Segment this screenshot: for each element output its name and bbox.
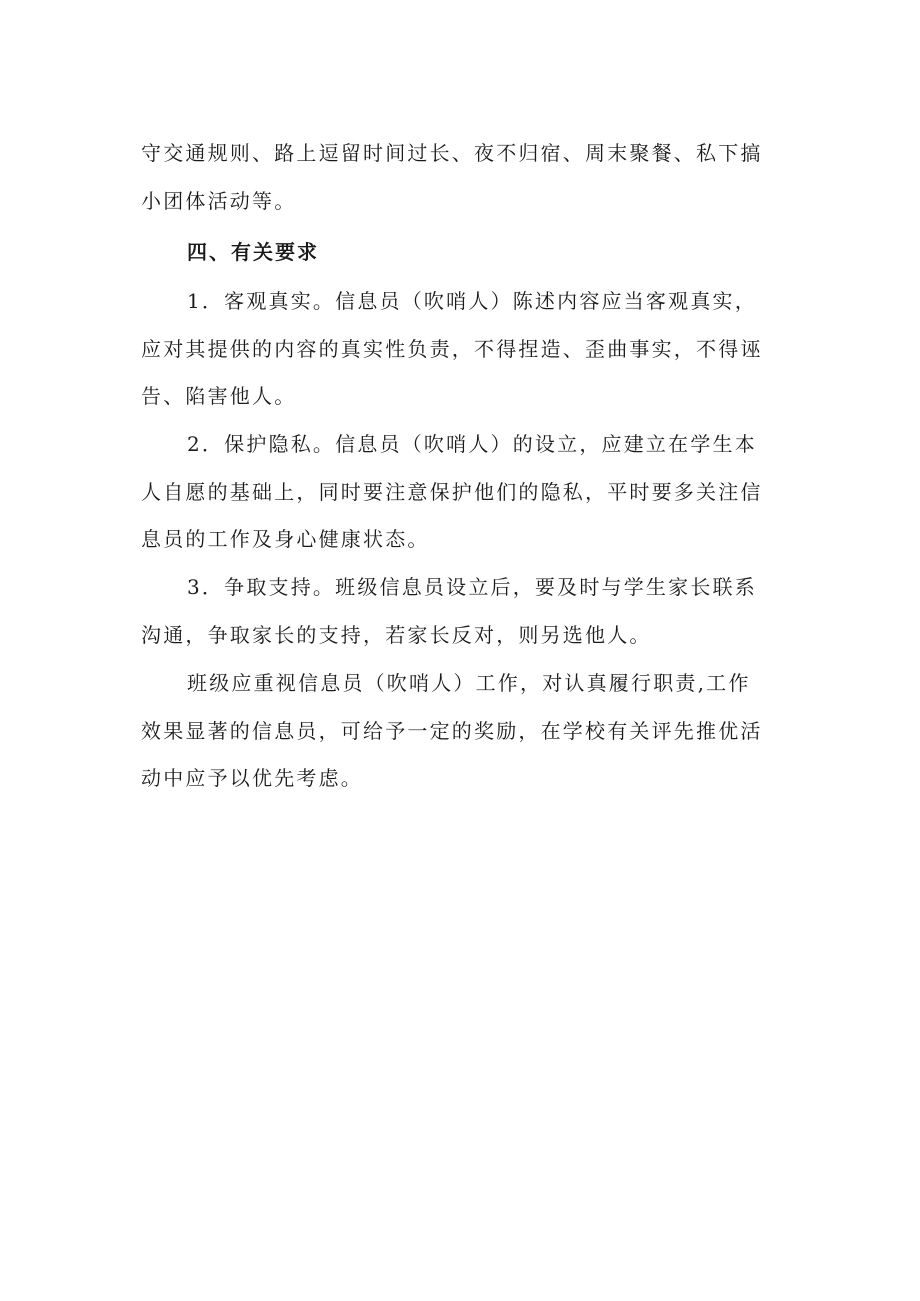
paragraph-line: 应对其提供的内容的真实性负责，不得捏造、歪曲事实，不得诬 <box>141 336 763 361</box>
paragraph-line: 守交通规则、路上逗留时间过长、夜不归宿、周末聚餐、私下搞 <box>141 141 763 165</box>
paragraph-line: 人自愿的基础上，同时要注意保护他们的隐私，平时要多关注信 <box>141 479 763 504</box>
paragraph-line: 告、陷害他人。 <box>141 384 297 408</box>
paragraph-line: 1．客观真实。信息员（吹哨人）陈述内容应当客观真实， <box>187 289 757 313</box>
closing-paragraph <box>141 660 785 803</box>
section-heading: 四、有关要求 <box>187 240 319 264</box>
requirement-item-2 <box>141 421 785 564</box>
paragraph-line: 小团体活动等。 <box>141 188 297 213</box>
requirement-item-1 <box>141 278 785 421</box>
paragraph-line: 2．保护隐私。信息员（吹哨人）的设立，应建立在学生本 <box>187 432 757 456</box>
section-heading-block <box>141 229 785 277</box>
paragraph-line: 3．争取支持。班级信息员设立后，要及时与学生家长联系 <box>187 575 757 599</box>
paragraph-line: 息员的工作及身心健康状态。 <box>141 527 430 551</box>
paragraph-line: 动中应予以优先考虑。 <box>141 766 363 790</box>
requirement-item-3 <box>141 564 785 659</box>
continued-paragraph <box>141 130 785 225</box>
paragraph-line: 沟通，争取家长的支持，若家长反对，则另选他人。 <box>141 622 652 647</box>
paragraph-line: 班级应重视信息员（吹哨人）工作，对认真履行职责,工作 <box>187 671 751 695</box>
paragraph-line: 效果显著的信息员，可给予一定的奖励，在学校有关评先推优活 <box>141 718 763 743</box>
